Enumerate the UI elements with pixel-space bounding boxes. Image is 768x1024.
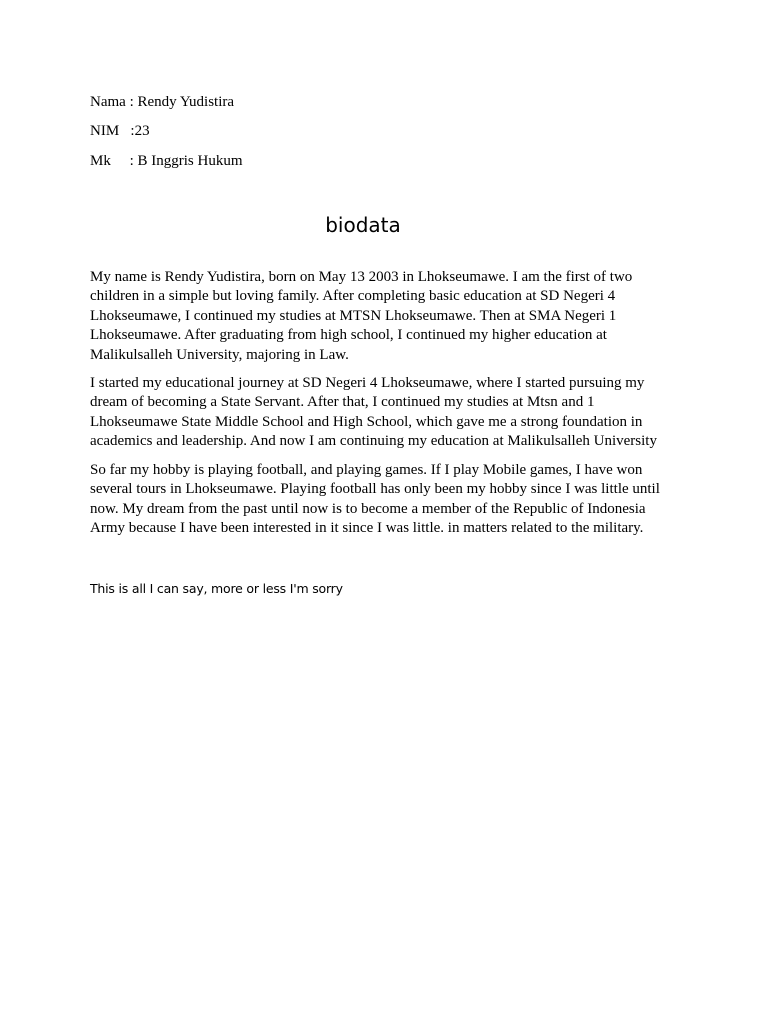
nama-separator: :	[125, 94, 138, 110]
paragraph-intro: My name is Rendy Yudistira, born on May 13 2003 in Lhokseumawe. I am the first of two children in a simple but loving family. After completing basic education at SD Negeri 4 Lhokseumawe, I continued my studies at MTSN Lhokseumawe. Then at SMA Negeri 1 Lhokseumawe. After graduating from high school, I continued my higher education at Malikulsalleh University, majoring in Law.	[90, 269, 633, 363]
nim-label: NIM	[90, 123, 120, 139]
page-title: biodata	[325, 213, 401, 237]
header-nama-line	[90, 93, 234, 112]
mk-label: Mk	[90, 153, 111, 169]
header-nim-line	[90, 122, 150, 141]
closing-note: This is all I can say, more or less I'm sorry	[90, 581, 343, 596]
paragraph-education: I started my educational journey at SD Negeri 4 Lhokseumawe, where I started pursuing my dream of becoming a State Servant. After that, I continued my studies at Mtsn and 1 Lhokseumawe State Middle School and High School, which gave me a strong foundation in academics and leadership. And now I am continuing my education at Malikulsalleh University	[90, 375, 657, 450]
paragraph-hobby: So far my hobby is playing football, and playing games. If I play Mobile games, I have won several tours in Lhokseumawe. Playing football has only been my hobby since I was little until now. My dream from the past until now is to become a member of the Republic of Indonesia Army because I have been interested in it since I was little. in matters related to the military.	[90, 462, 660, 537]
nama-label: Nama	[90, 94, 126, 110]
header-mk-line	[90, 152, 243, 171]
mk-value: B Inggris Hukum	[137, 153, 243, 169]
nim-value: 23	[134, 123, 150, 139]
nama-value: Rendy Yudistira	[137, 94, 235, 110]
mk-separator: :	[110, 153, 138, 169]
nim-separator: :	[119, 123, 135, 139]
